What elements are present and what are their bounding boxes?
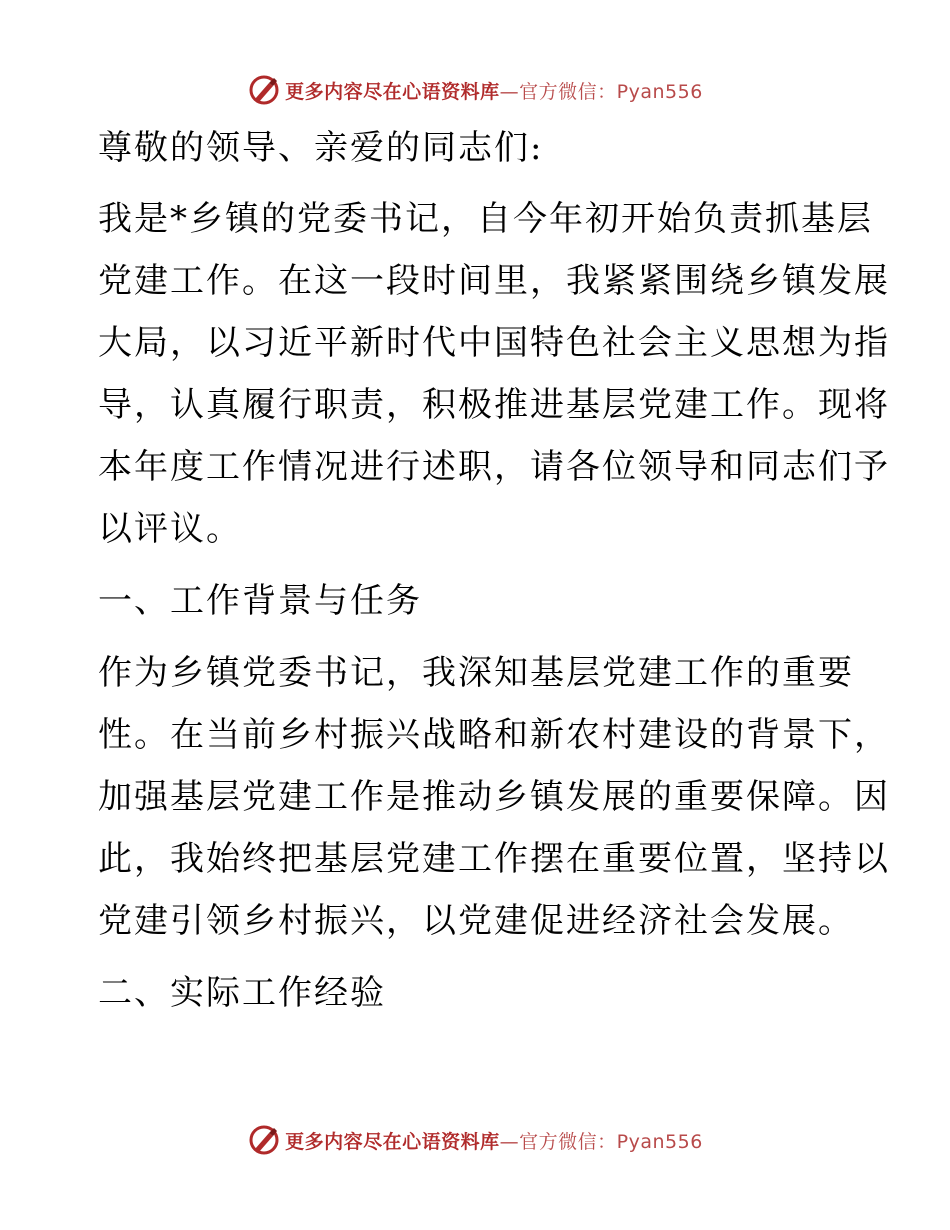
text-line: 加强基层党建工作是推动乡镇发展的重要保障。因 xyxy=(98,777,890,817)
text-line: 此，我始终把基层党建工作摆在重要位置，坚持以 xyxy=(98,839,890,879)
text-line: 性。在当前乡村振兴战略和新农村建设的背景下， xyxy=(98,715,890,755)
paragraph-intro xyxy=(98,188,890,560)
section-heading-1: 一、工作背景与任务 xyxy=(98,581,422,621)
pen-logo-icon xyxy=(247,73,281,107)
text-line: 作为乡镇党委书记，我深知基层党建工作的重要 xyxy=(98,653,854,693)
text-line: 大局，以习近平新时代中国特色社会主义思想为指 xyxy=(98,323,890,363)
text-line: 我是*乡镇的党委书记，自今年初开始负责抓基层 xyxy=(98,199,873,239)
document-body xyxy=(98,118,890,1024)
footer-watermark-banner xyxy=(0,1120,950,1160)
header-watermark-banner xyxy=(0,70,950,110)
text-line: 本年度工作情况进行述职，请各位领导和同志们予 xyxy=(98,447,890,487)
text-line: 党建引领乡村振兴，以党建促进经济社会发展。 xyxy=(98,901,854,941)
watermark-text: 更多内容尽在心语资料库—官方微信：Pyan556 xyxy=(285,1130,703,1153)
text-line: 导，认真履行职责，积极推进基层党建工作。现将 xyxy=(98,385,890,425)
paragraph-background xyxy=(98,642,890,952)
pen-logo-icon xyxy=(247,1123,281,1157)
watermark-text: 更多内容尽在心语资料库—官方微信：Pyan556 xyxy=(285,80,703,103)
text-line: 以评议。 xyxy=(98,509,242,549)
salutation: 尊敬的领导、亲爱的同志们: xyxy=(98,128,544,168)
text-line: 党建工作。在这一段时间里，我紧紧围绕乡镇发展 xyxy=(98,261,890,301)
section-heading-2: 二、实际工作经验 xyxy=(98,973,386,1013)
